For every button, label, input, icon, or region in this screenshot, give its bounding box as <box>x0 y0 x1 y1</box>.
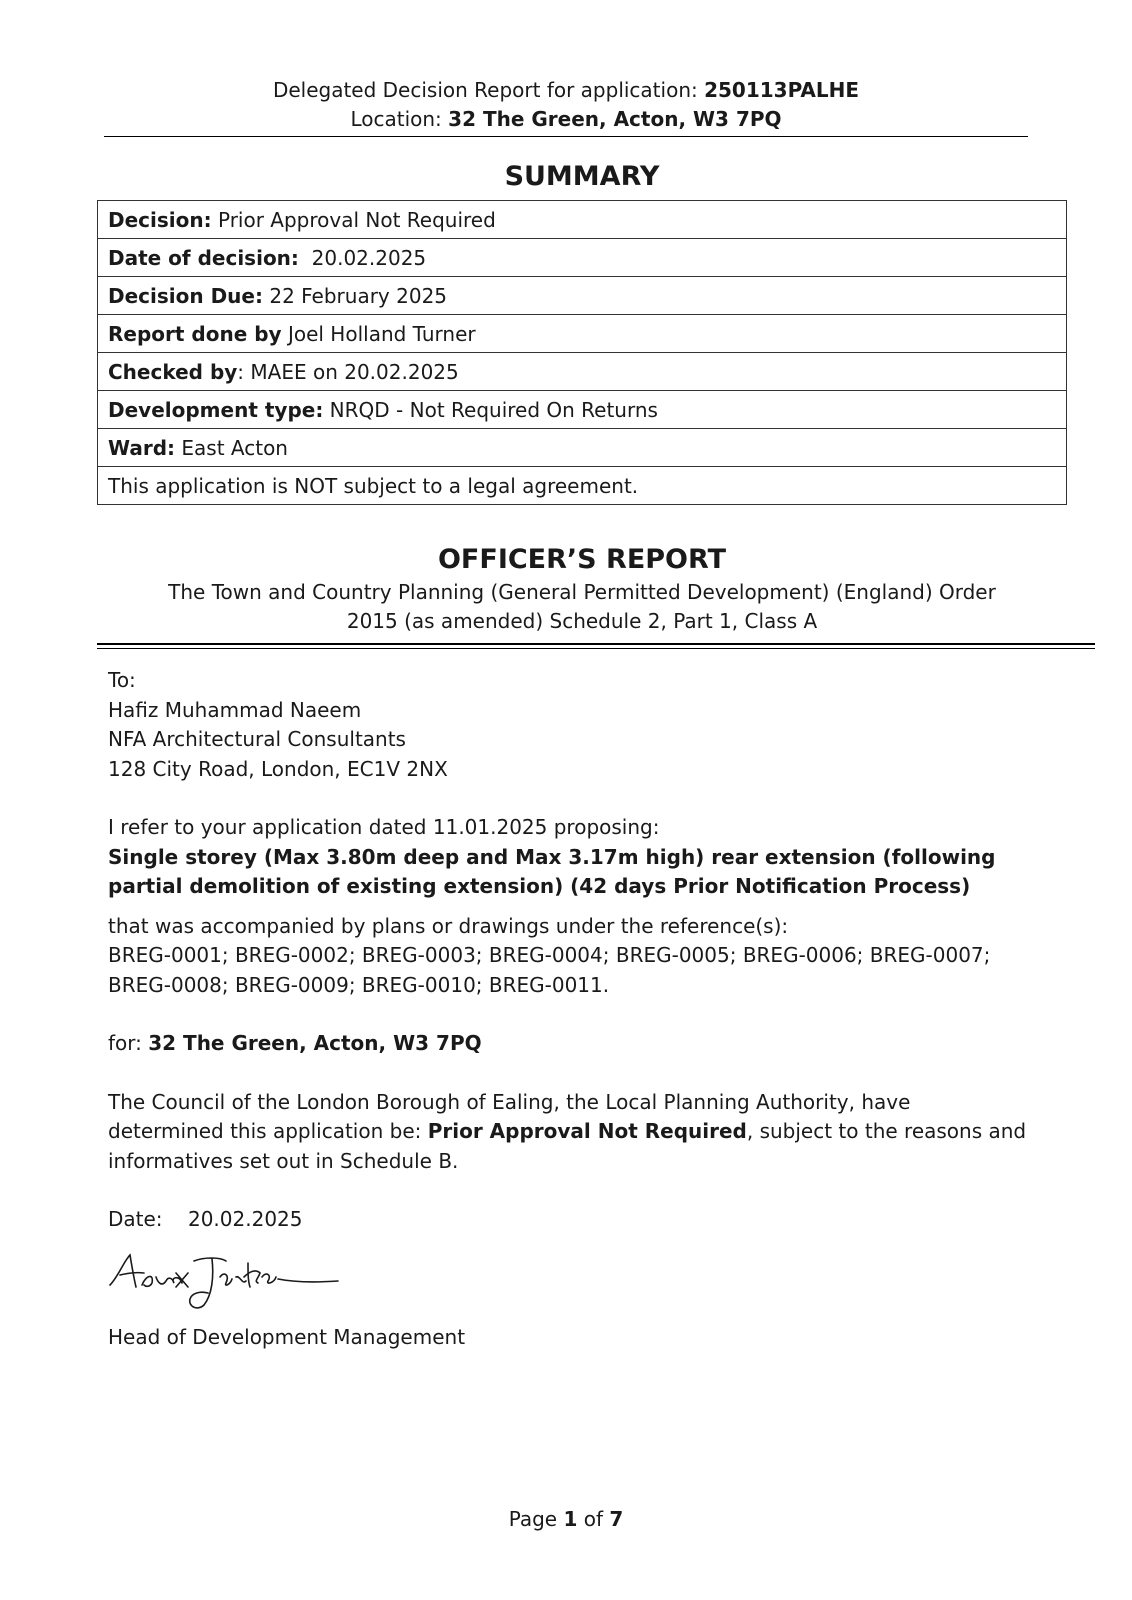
officer-report-title: OFFICER’S REPORT <box>437 544 726 575</box>
header-location-label: Location: <box>350 107 449 131</box>
plans-intro: that was accompanied by plans or drawings under the reference(s): <box>108 913 789 938</box>
summary-row-decision <box>98 201 1067 239</box>
checked-by-label: Checked by <box>108 359 238 384</box>
decision-due-value: 22 February 2025 <box>262 283 448 308</box>
for-location-line <box>108 1029 1028 1059</box>
page-label: Page <box>508 1507 564 1531</box>
summary-row-report-done-by <box>98 315 1067 353</box>
date-label: Date: <box>108 1207 163 1231</box>
page-current: 1 <box>563 1507 578 1531</box>
to-label: To: <box>108 668 136 692</box>
proposal-description: Single storey (Max 3.80m deep and Max 3.17m high) rear extension (following partial demolition of existing extension) (42 days Prior Notification Process) <box>108 844 996 898</box>
determination-intro: The Council of the London Borough of Ealing, the Local Planning Authority, have determined this application be: <box>108 1089 911 1143</box>
date-value: 20.02.2025 <box>187 1207 303 1231</box>
signature <box>108 1247 1028 1317</box>
recipient-name: Hafiz Muhammad Naeem <box>108 697 362 722</box>
date-line <box>108 1205 1028 1235</box>
signature-graphic <box>108 1247 348 1317</box>
signatory-title: Head of Development Management <box>108 1324 466 1349</box>
report-done-by-label: Report done by <box>108 321 282 346</box>
decision-due-label: Decision Due: <box>108 283 263 308</box>
summary-row-date-of-decision <box>98 239 1067 277</box>
report-done-by-value: Joel Holland Turner <box>281 321 476 346</box>
page-total: 7 <box>609 1507 624 1531</box>
date-of-decision-label: Date of decision: <box>108 245 299 270</box>
header-application-label: Delegated Decision Report for application: <box>272 78 705 102</box>
application-refer-line: I refer to your application dated 11.01.2025 proposing: <box>108 815 660 839</box>
summary-row-legal <box>98 467 1067 505</box>
development-type-value: NRQD - Not Required On Returns <box>323 397 658 422</box>
legislation-line-1: The Town and Country Planning (General Permitted Development) (England) Order <box>168 580 996 604</box>
summary-row-development-type <box>98 391 1067 429</box>
legislation-reference <box>97 578 1067 636</box>
ward-label: Ward: <box>108 435 176 460</box>
section-divider <box>97 643 1095 645</box>
decision-label: Decision: <box>108 207 212 232</box>
page-of: of <box>577 1507 610 1531</box>
determination-paragraph <box>108 1088 1028 1177</box>
summary-row-ward <box>98 429 1067 467</box>
summary-row-checked-by <box>98 353 1067 391</box>
checked-by-value: : MAEE on 20.02.2025 <box>237 359 459 384</box>
recipient-company: NFA Architectural Consultants <box>108 727 406 751</box>
header-divider <box>104 136 1028 137</box>
report-body <box>108 666 1028 1352</box>
for-location: 32 The Green, Acton, W3 7PQ <box>148 1031 482 1055</box>
header-location-line <box>104 105 1028 134</box>
header-location: 32 The Green, Acton, W3 7PQ <box>448 107 782 131</box>
determination-decision: Prior Approval Not Required <box>427 1119 747 1143</box>
ward-value: East Acton <box>175 435 288 460</box>
report-header <box>104 76 1028 134</box>
summary-table <box>97 200 1067 505</box>
application-reference: 250113PALHE <box>704 78 860 102</box>
plans-references: BREG-0001; BREG-0002; BREG-0003; BREG-0004; BREG-0005; BREG-0006; BREG-0007; BREG-0008; BREG-0009; BREG-0010; BREG-0011. <box>108 943 991 997</box>
summary-row-decision-due <box>98 277 1067 315</box>
legislation-line-2: 2015 (as amended) Schedule 2, Part 1, Class A <box>346 609 818 633</box>
section-divider-thin <box>97 648 1095 649</box>
legal-agreement-note: This application is NOT subject to a legal agreement. <box>108 473 639 498</box>
page-footer <box>0 1507 1132 1531</box>
decision-value: Prior Approval Not Required <box>211 207 496 232</box>
header-application-line <box>104 76 1028 105</box>
development-type-label: Development type: <box>108 397 324 422</box>
date-of-decision-value: 20.02.2025 <box>298 245 427 270</box>
recipient-address: 128 City Road, London, EC1V 2NX <box>108 756 448 781</box>
for-label: for: <box>108 1031 149 1055</box>
summary-title: SUMMARY <box>504 161 660 192</box>
determination-outro: , subject to the reasons and informatives set out in Schedule B. <box>108 1119 1027 1173</box>
